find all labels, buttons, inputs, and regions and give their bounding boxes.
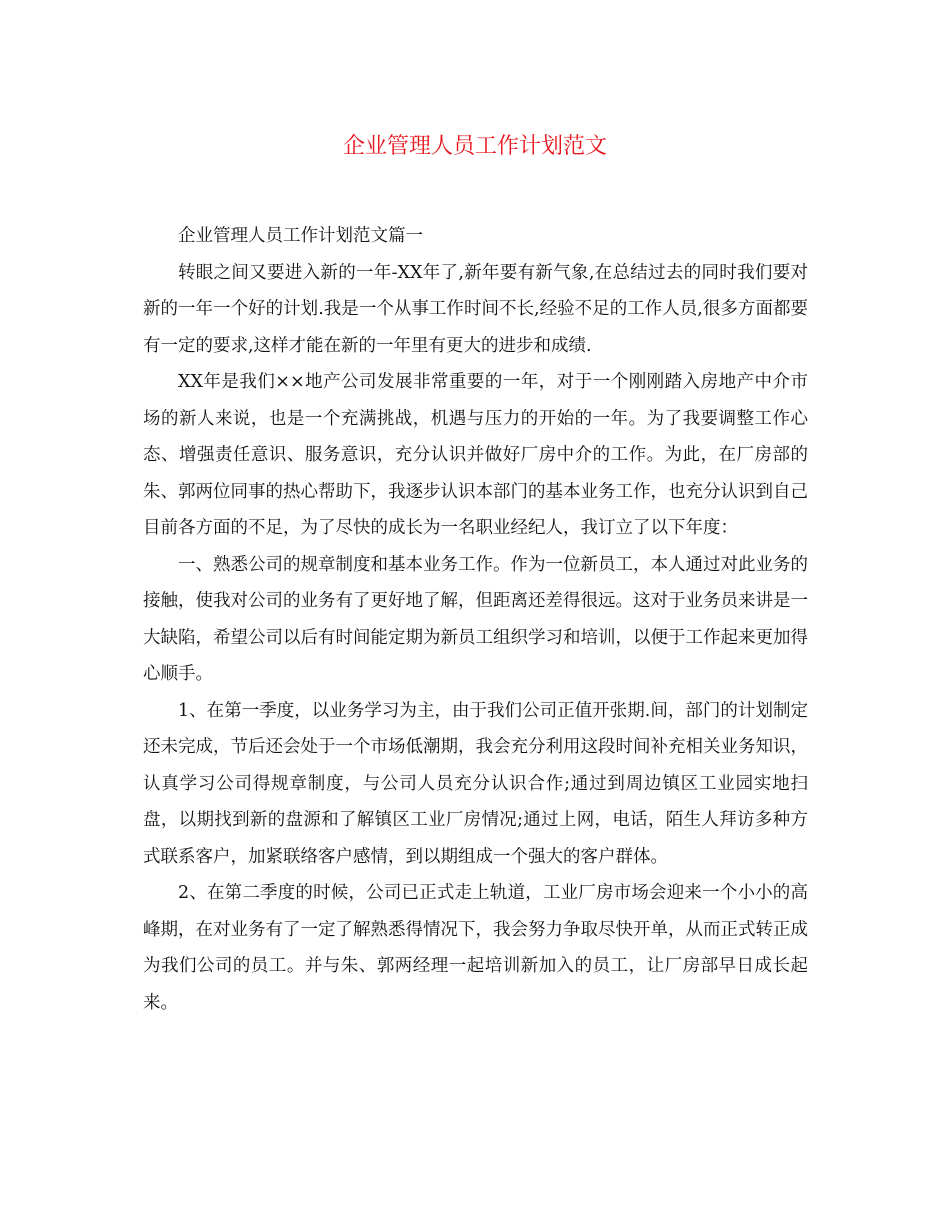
paragraph: 转眼之间又要进入新的一年-XX年了,新年要有新气象,在总结过去的同时我们要对新的一年一个好的计划.我是一个从事工作时间不长,经验不足的工作人员,很多方面都要有一定的要求,这样才能在新的一年里有更大的进步和成绩. <box>143 262 808 356</box>
paragraph: 1、在第一季度，以业务学习为主，由于我们公司正值开张期.间，部门的计划制定还未完成，节后还会处于一个市场低潮期，我会充分利用这段时间补充相关业务知识，认真学习公司得规章制度，与公司人员充分认识合作;通过到周边镇区工业园实地扫盘，以期找到新的盘源和了解镇区工业厂房情况;通过上网，电话，陌生人拜访多种方式联系客户，加紧联络客户感情，到以期组成一个强大的客户群体。 <box>143 700 808 867</box>
paragraph: 一、熟悉公司的规章制度和基本业务工作。作为一位新员工，本人通过对此业务的接触，使我对公司的业务有了更好地了解，但距离还差得很远。这对于业务员来讲是一大缺陷，希望公司以后有时间能定期为新员工组织学习和培训，以便于工作起来更加得心顺手。 <box>143 554 808 684</box>
paragraph: 2、在第二季度的时候，公司已正式走上轨道，工业厂房市场会迎来一个小小的高峰期，在对业务有了一定了解熟悉得情况下，我会努力争取尽快开单，从而正式转正成为我们公司的员工。并与朱、郭两经理一起培训新加入的员工，让厂房部早日成长起来。 <box>143 883 808 1013</box>
section-heading: 企业管理人员工作计划范文篇一 <box>178 226 423 246</box>
paragraph: XX年是我们××地产公司发展非常重要的一年，对于一个刚刚踏入房地产中介市场的新人来说，也是一个充满挑战，机遇与压力的开始的一年。为了我要调整工作心态、增强责任意识、服务意识，充分认识并做好厂房中介的工作。为此，在厂房部的朱、郭两位同事的热心帮助下，我逐步认识本部门的基本业务工作，也充分认识到自己目前各方面的不足，为了尽快的成长为一名职业经纪人，我订立了以下年度： <box>143 372 808 538</box>
document-title: 企业管理人员工作计划范文 <box>342 134 607 159</box>
document-body <box>143 218 808 1021</box>
